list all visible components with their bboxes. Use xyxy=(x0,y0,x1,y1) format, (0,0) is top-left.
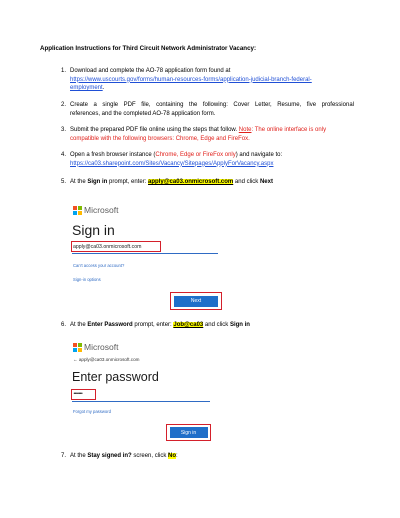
microsoft-wordmark: Microsoft xyxy=(84,342,119,352)
cant-access-account-link[interactable]: Can't access your account? xyxy=(73,263,125,268)
forgot-password-link[interactable]: Forgot my password xyxy=(73,409,111,414)
step-7-text: At the Stay signed in? screen, click No: xyxy=(70,453,178,459)
password-input[interactable]: ••••••• xyxy=(73,391,83,397)
microsoft-wordmark: Microsoft xyxy=(84,205,119,215)
step-4-number: 4. xyxy=(61,152,67,158)
step-2-text-line2: references, and the completed AO-78 application form. xyxy=(70,110,216,117)
sign-in-screenshot xyxy=(70,196,225,312)
password-highlight: Job@ca03 xyxy=(173,322,204,328)
step-3-number: 3. xyxy=(61,127,67,133)
microsoft-logo-icon xyxy=(73,206,82,215)
note-label: Note xyxy=(238,127,252,133)
vacancy-site-link[interactable]: https://ca03.sharepoint.com/Sites/Vacancy/Sitepages/ApplyForVacancy.aspx xyxy=(70,160,274,167)
step-7-number: 7. xyxy=(61,453,67,459)
email-input[interactable]: apply@ca03.onmicrosoft.com xyxy=(73,243,142,250)
step-3-text-line2: compatible with the following browsers: Chrome, Edge and FireFox. xyxy=(70,135,250,142)
next-button[interactable]: Next xyxy=(174,296,218,307)
step-1-text: Download and complete the AO-78 application form found at xyxy=(70,68,231,74)
step-2-text-line1: Create a single PDF file, containing the following: Cover Letter, Resume, five professional xyxy=(70,102,354,108)
password-input-underline xyxy=(72,401,210,402)
step-4-text-line1: Open a fresh browser instance (Chrome, Edge or FireFox only) and navigate to: xyxy=(70,152,283,158)
step-4-link-line[interactable] xyxy=(70,160,273,168)
microsoft-logo-icon xyxy=(73,343,82,352)
step-5-number: 5. xyxy=(61,179,67,185)
document-title: Application Instructions for Third Circuit Network Administrator Vacancy: xyxy=(40,45,257,52)
step-1-link-line2: employment. xyxy=(70,85,105,91)
sign-in-button[interactable]: Sign in xyxy=(170,427,208,438)
step-5-text: At the Sign in prompt, enter: apply@ca03.onmicrosoft.com and click Next xyxy=(70,179,273,185)
enter-password-screenshot xyxy=(70,338,225,442)
back-account-link[interactable]: ← apply@ca03.onmicrosoft.com xyxy=(73,357,140,362)
ao78-link-part1[interactable]: https://www.uscourts.gov/forms/human-resources-forms/application-judicial-branch-federal- xyxy=(70,76,312,83)
sign-in-email-highlight: apply@ca03.onmicrosoft.com xyxy=(148,179,234,185)
sign-in-heading: Sign in xyxy=(72,222,115,238)
step-1-link-line1[interactable] xyxy=(70,76,312,84)
step-6-text: At the Enter Password prompt, enter: Job@ca03 and click Sign in xyxy=(70,322,250,328)
sign-in-options-link[interactable]: Sign-in options xyxy=(73,277,101,282)
ao78-link-part2[interactable]: employment xyxy=(70,85,103,91)
email-input-underline xyxy=(72,253,218,254)
enter-password-heading: Enter password xyxy=(72,370,159,384)
step-3-text-line1: Submit the prepared PDF file online using the steps that follow. Note: The online interface is only xyxy=(70,127,327,133)
step-1-number: 1. xyxy=(61,68,67,74)
step-2-number: 2. xyxy=(61,102,67,108)
step-6-number: 6. xyxy=(61,322,67,328)
no-highlight: No xyxy=(168,453,177,459)
